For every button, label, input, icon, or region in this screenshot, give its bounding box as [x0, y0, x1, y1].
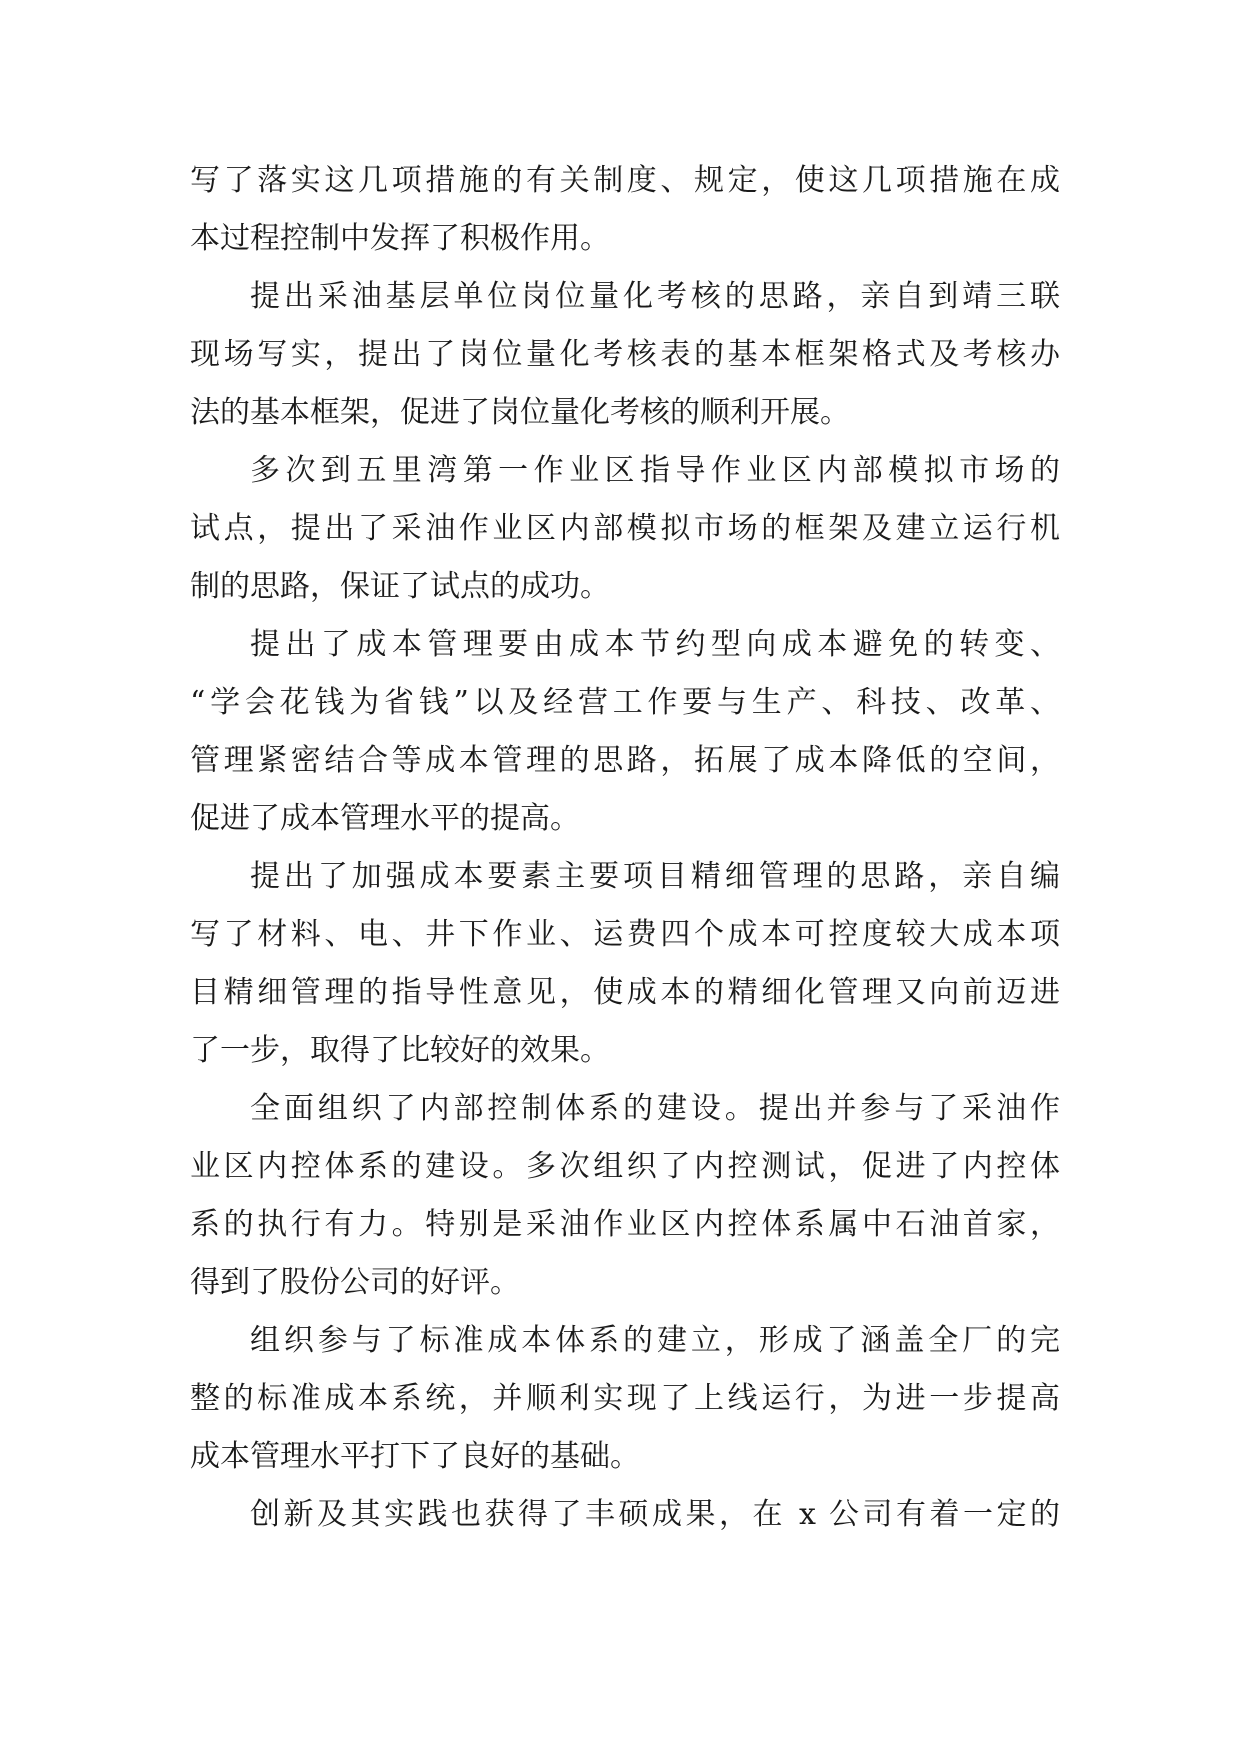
paragraph-8 [190, 1486, 1060, 1544]
text-line: 管理紧密结合等成本管理的思路，拓展了成本降低的空间， [190, 743, 1060, 778]
text-line: 整的标准成本系统，并顺利实现了上线运行，为进一步提高 [190, 1381, 1060, 1416]
document-body [190, 152, 1060, 1544]
text-line: 创新及其实践也获得了丰硕成果，在 x 公司有着一定的 [250, 1497, 1060, 1532]
paragraph-5 [190, 848, 1060, 1080]
text-line: 组织参与了标准成本体系的建立，形成了涵盖全厂的完 [250, 1323, 1060, 1358]
text-line: 写了落实这几项措施的有关制度、规定，使这几项措施在成 [190, 163, 1060, 198]
text-line: “学会花钱为省钱”以及经营工作要与生产、科技、改革、 [190, 685, 1060, 720]
text-line: 成本管理水平打下了良好的基础。 [190, 1439, 640, 1474]
text-line: 了一步，取得了比较好的效果。 [190, 1033, 610, 1068]
paragraph-6 [190, 1080, 1060, 1312]
text-line: 法的基本框架，促进了岗位量化考核的顺利开展。 [190, 395, 850, 430]
text-line: 本过程控制中发挥了积极作用。 [190, 221, 610, 256]
text-line: 目精细管理的指导性意见，使成本的精细化管理又向前迈进 [190, 975, 1060, 1010]
paragraph-2 [190, 268, 1060, 442]
text-line: 系的执行有力。特别是采油作业区内控体系属中石油首家， [190, 1207, 1060, 1242]
text-line: 提出了加强成本要素主要项目精细管理的思路，亲自编 [250, 859, 1060, 894]
text-line: 现场写实，提出了岗位量化考核表的基本框架格式及考核办 [190, 337, 1060, 372]
paragraph-3 [190, 442, 1060, 616]
paragraph-7 [190, 1312, 1060, 1486]
text-line: 提出采油基层单位岗位量化考核的思路，亲自到靖三联 [250, 279, 1060, 314]
text-line: 提出了成本管理要由成本节约型向成本避免的转变、 [250, 627, 1060, 662]
text-line: 全面组织了内部控制体系的建设。提出并参与了采油作 [250, 1091, 1060, 1126]
text-line: 制的思路，保证了试点的成功。 [190, 569, 610, 604]
text-line: 促进了成本管理水平的提高。 [190, 801, 580, 836]
text-line: 业区内控体系的建设。多次组织了内控测试，促进了内控体 [190, 1149, 1060, 1184]
text-line: 多次到五里湾第一作业区指导作业区内部模拟市场的 [250, 453, 1060, 488]
paragraph-4 [190, 616, 1060, 848]
paragraph-1 [190, 152, 1060, 268]
text-line: 试点，提出了采油作业区内部模拟市场的框架及建立运行机 [190, 511, 1060, 546]
text-line: 写了材料、电、井下作业、运费四个成本可控度较大成本项 [190, 917, 1060, 952]
text-line: 得到了股份公司的好评。 [190, 1265, 520, 1300]
